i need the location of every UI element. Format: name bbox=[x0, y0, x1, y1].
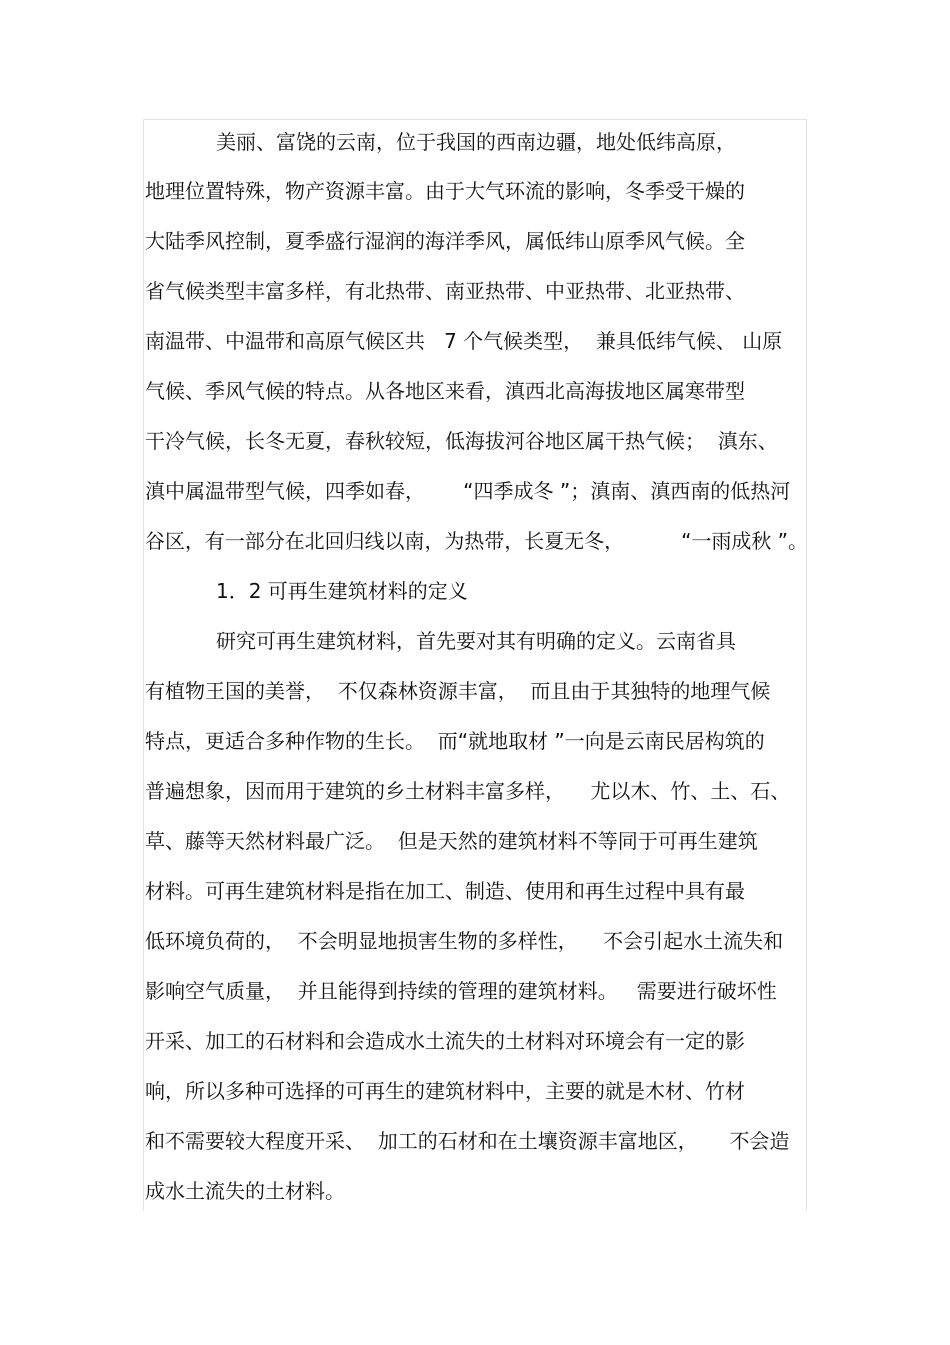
paragraph-2-line-3: 特点，更适合多种作物的生长。 而“就地取材 ”一向是云南民居构筑的 bbox=[145, 729, 765, 753]
paragraph-2-line-7: 低环境负荷的， 不会明显地损害生物的多样性， 不会引起水土流失和 bbox=[145, 929, 784, 953]
paragraph-1-line-7: 干冷气候，长冬无夏，春秋较短，低海拔河谷地区属干热气候； 滇东、 bbox=[145, 429, 778, 453]
paragraph-1-line-1: 美丽、富饶的云南，位于我国的西南边疆，地处低纬高原， bbox=[216, 130, 736, 154]
paragraph-2-line-12: 成水土流失的土材料。 bbox=[145, 1179, 345, 1203]
paragraph-1-line-6: 气候、季风气候的特点。从各地区来看，滇西北高海拔地区属寒带型 bbox=[145, 379, 745, 403]
paragraph-2-line-1: 研究可再生建筑材料，首先要对其有明确的定义。云南省具 bbox=[216, 629, 736, 653]
paragraph-2-line-11: 和不需要较大程度开采、 加工的石材和在土壤资源丰富地区， 不会造 bbox=[145, 1129, 790, 1153]
paragraph-1-line-9: 谷区，有一部分在北回归线以南，为热带，长夏无冬， “一雨成秋 ”。 bbox=[145, 529, 808, 553]
paragraph-1-line-4: 省气候类型丰富多样，有北热带、南亚热带、中亚热带、北亚热带、 bbox=[145, 279, 745, 303]
paragraph-2-line-9: 开采、加工的石材料和会造成水土流失的土材料对环境会有一定的影 bbox=[145, 1029, 745, 1053]
paragraph-2-line-2: 有植物王国的美誉， 不仅森林资源丰富， 而且由于其独特的地理气候 bbox=[145, 679, 771, 703]
paragraph-1-line-5: 南温带、中温带和高原气候区共 7 个气候类型， 兼具低纬气候、 山原 bbox=[145, 329, 783, 353]
section-heading: 1．2 可再生建筑材料的定义 bbox=[216, 579, 468, 603]
paragraph-2-line-5: 草、藤等天然材料最广泛。 但是天然的建筑材料不等同于可再生建筑 bbox=[145, 829, 758, 853]
paragraph-2-line-10: 响，所以多种可选择的可再生的建筑材料中，主要的就是木材、竹材 bbox=[145, 1079, 745, 1103]
paragraph-2-line-8: 影响空气质量， 并且能得到持续的管理的建筑材料。 需要进行破坏性 bbox=[145, 979, 777, 1003]
paragraph-2-line-4: 普遍想象，因而用于建筑的乡土材料丰富多样， 尤以木、竹、土、石、 bbox=[145, 779, 791, 803]
paragraph-2-line-6: 材料。可再生建筑材料是指在加工、制造、使用和再生过程中具有最 bbox=[145, 879, 745, 903]
paragraph-1-line-3: 大陆季风控制，夏季盛行湿润的海洋季风，属低纬山原季风气候。全 bbox=[145, 229, 745, 253]
paragraph-1-line-8: 滇中属温带型气候，四季如春， “四季成冬 ”；滇南、滇西南的低热河 bbox=[145, 479, 791, 503]
paragraph-1-line-2: 地理位置特殊，物产资源丰富。由于大气环流的影响，冬季受干燥的 bbox=[145, 179, 745, 203]
